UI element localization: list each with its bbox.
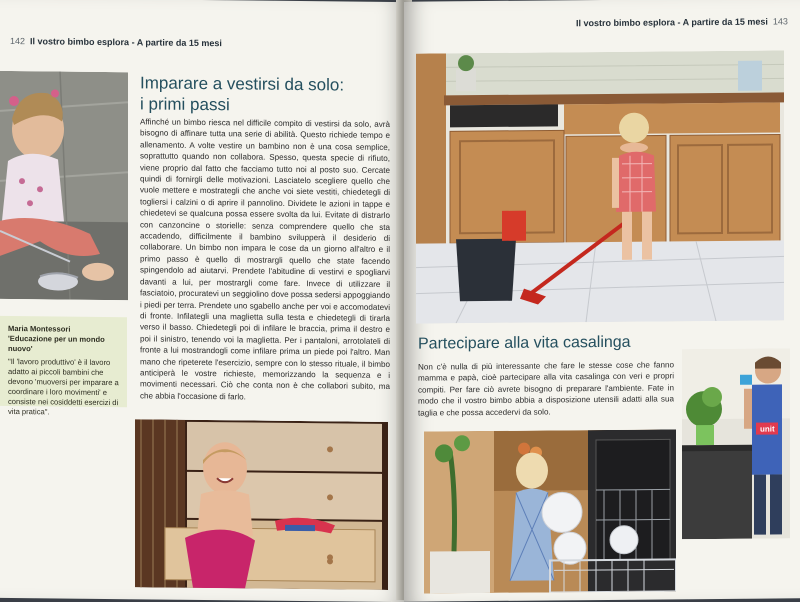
page-number-left: 142 <box>10 35 26 47</box>
quote-author: Maria Montessori <box>8 323 71 334</box>
article-body-dressing: Affinché un bimbo riesca nel difficile compito di vestirsi da solo, avrà bisogno di affinare tutta una serie di abilità. Questo richiede tempo e allenamento. A volte vestire un bambino non è una cosa semplice, soprattutto quando non collabora. Spesso, questa specie di rifiuto, viene proprio dal fatto che facciamo tutto noi al posto suo. Cercate quindi di fornirgli delle motivazioni. Lasciatelo scegliere quello che vuole mettere e mostrategli che anche voi siete vestiti, chiedetegli di togliersi i calzini o di aprire il pannolino. Dividete le azioni in tappe e chiedetevi se qualcuna possa essere svolta da lui. Evitate di distrarlo con canzoncine o storielle: senza comprendere quello che sta accadendo, difficilmente il bambino svilupperà il desiderio di collaborare. Un bimbo non impara le cose da un giorno all'altro e il primo passo è quello di mostrargli quello che state facendo spingendolo ad aiutarvi. Prendete l'abitudine di vestirvi e spogliarvi davanti a lui, per mostrargli come fare. Invece di utilizzare il fasciatoio, procuratevi un seggiolino dove possa sedersi appoggiando i piedi per terra. Prendete uno sgabello anche per voi e accomodatevi di fronte. Infilategli una maglietta sulla testa e chiedetegli di tirarla verso il basso. Chiedetegli poi di infilare le braccia, prima il destro e poi il sinistro, tenendo voi la maglietta. Per i pantaloni, arrotolateli di fronte a lui mostrandogli come infilare prima un piede poi l'altro. Man mano che ripeterete l'esercizio, sempre con lo stesso rituale, il bimbo anticiperà le vostre richieste, memorizzando la sequenza e i movimenti necessari. Ciò che conta non è che collabori subito, ma che abbia l'occasione di farlo. <box>140 117 390 402</box>
page-number-right: 143 <box>772 16 788 27</box>
photo-child-sweeping-kitchen <box>416 50 784 323</box>
running-head-right <box>576 16 788 28</box>
title-line-1: Imparare a vestirsi da solo: <box>140 73 345 95</box>
title-line-2: i primi passi <box>140 94 230 115</box>
running-head-text-left: Il vostro bimbo esplora - A partire da 15 mesi <box>30 36 222 49</box>
photo-child-with-shoe <box>0 71 128 300</box>
photo-child-in-drawer <box>135 419 388 590</box>
apron-text: unit <box>760 424 775 434</box>
montessori-quote <box>0 316 127 417</box>
article-body-household: Non c'è nulla di più interessante che fare le stesse cose che fanno mamma e papà, cioè partecipare alla vita casalinga con veri e propri compiti. Per fare ciò avrete bisogno di preparare l'ambiente. Fate in modo che il vostro bimbo abbia a disposizione utensili adatti alla sua taglia e che possa accedervi da solo. <box>418 360 674 418</box>
photo-girl-dishwasher <box>424 429 676 593</box>
running-head-left <box>10 36 222 48</box>
article-title-dressing <box>140 72 344 116</box>
right-page <box>404 0 800 602</box>
photo-boy-at-counter <box>682 348 790 539</box>
quote-source: 'Educazione per un mondo nuovo' <box>8 333 105 354</box>
running-head-text-right: Il vostro bimbo esplora - A partire da 15 mesi <box>576 16 768 29</box>
article-title-household: Partecipare alla vita casalinga <box>418 333 631 353</box>
quote-text: "Il 'lavoro produttivo' è il lavoro adatto ai piccoli bambini che devono 'muoversi per imparare a coordinare i loro movimenti' e consiste nei cosiddetti esercizi di vita pratica". <box>8 356 119 417</box>
